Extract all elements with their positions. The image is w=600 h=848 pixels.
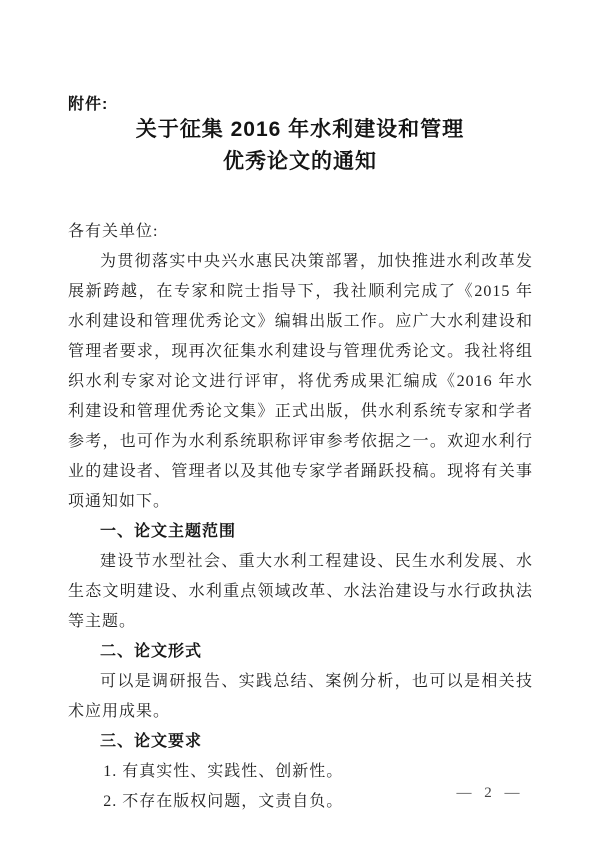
attachment-label: 附件: bbox=[68, 96, 109, 113]
section-1-body: 建设节水型社会、重大水利工程建设、民生水利发展、水生态文明建设、水利重点领域改革、水法治建设与水行政执法等主题。 bbox=[68, 553, 533, 630]
salutation: 各有关单位: bbox=[68, 223, 159, 240]
intro-paragraph: 为贯彻落实中央兴水惠民决策部署，加快推进水利改革发展新跨越，在专家和院士指导下，我社顺利完成了《2015 年水利建设和管理优秀论文》编辑出版工作。应广大水利建设和管理者要求，现再次征集水利建设与管理优秀论文。我社将组织水利专家对论文进行评审，将优秀成果汇编成《2016 年水利建设和管理优秀论文集》正式出版，供水利系统专家和学者参考，也可作为水利系统职称评审参考依据之一。欢迎水利行业的建设者、管理者以及其他专家学者踊跃投稿。现将有关事项通知如下。 bbox=[68, 253, 533, 510]
requirement-item-2: 2. 不存在版权问题，文责自负。 bbox=[103, 793, 344, 810]
section-1-heading: 一、论文主题范围 bbox=[100, 523, 237, 540]
document-title bbox=[0, 114, 600, 178]
document-body bbox=[68, 217, 533, 817]
requirement-item-1: 1. 有真实性、实践性、创新性。 bbox=[103, 763, 344, 780]
section-2-heading: 二、论文形式 bbox=[100, 643, 203, 660]
section-3-heading: 三、论文要求 bbox=[100, 733, 203, 750]
page-number: — 2 — bbox=[456, 785, 520, 801]
document-title-line-2: 优秀论文的通知 bbox=[223, 150, 377, 173]
document-title-line-1: 关于征集 2016 年水利建设和管理 bbox=[135, 118, 465, 141]
section-2-body: 可以是调研报告、实践总结、案例分析，也可以是相关技术应用成果。 bbox=[68, 673, 533, 720]
